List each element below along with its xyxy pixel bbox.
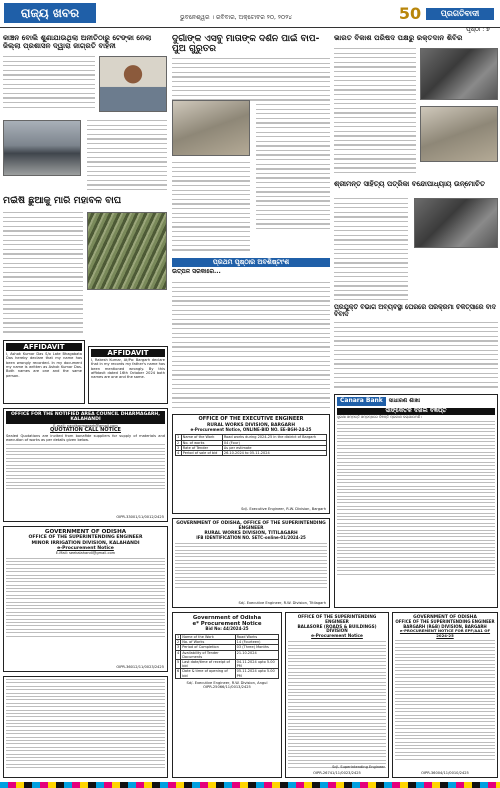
- balasore-ad: [285, 612, 389, 778]
- table-cell: No. of works: [181, 440, 222, 445]
- page-number: ପୃଷ୍ଠା : ୭: [466, 26, 490, 33]
- ad-reference: OIPR-26741/11/0023/2425: [313, 770, 361, 775]
- table-cell: 4: [176, 650, 181, 659]
- ad-reference: OIPR-33001/11/0012/2425: [116, 514, 164, 519]
- ad-reference: OIPR-36012/11/0023/2425: [116, 664, 164, 669]
- story-continuation: [172, 258, 330, 352]
- ad-email: E-mail: nacdharmagarh@gmail.com: [53, 423, 118, 428]
- ad-subtitle: RURAL WORKS DIVISION, BARGARH: [207, 422, 295, 428]
- table-cell: 04.11.2024 upto 5.00 PM: [235, 660, 278, 669]
- table-row: [176, 451, 327, 456]
- ad-signature: Sd/- Superintending Engineer: [332, 764, 385, 769]
- story-headline: ଶ୍ରୀମନ୍ତ ସାହିତ୍ୟ ପତ୍ରିକା ବନ୍ଦୋପାଧ୍ୟାୟ ଉନ୍ମୋଚିତ: [334, 180, 485, 188]
- table-cell: 03 (Three) Months: [235, 645, 278, 650]
- affidavit-title: AFFIDAVIT: [91, 349, 165, 357]
- story-text-block: [172, 282, 330, 352]
- ad-subtitle: OFFICE OF THE SUPERINTENDING ENGINEER: [395, 619, 495, 625]
- table-cell: Last date/time of receipt of bid: [181, 660, 235, 669]
- table-cell: Period of Completion: [181, 645, 235, 650]
- section-title: ରାଜ୍ୟ ଖବର: [4, 3, 96, 23]
- table-cell: 6: [176, 669, 181, 678]
- ad-subtitle: e* Procurement Notice: [192, 621, 262, 628]
- story-text-block: [3, 212, 83, 336]
- table-cell: Date & time of opening of bid: [181, 669, 235, 678]
- story-sahitya: [334, 180, 498, 300]
- tender-notice-ad: [3, 676, 168, 778]
- ad-text-block: [6, 444, 165, 489]
- story-headline: ପ୍ରଯୁକ୍ତି ବିଭାଗ ଅବ୍ୟବସ୍ଥା ଘେରରେ ପରିକ୍ରମା ଚିକିତ୍ସାରେ ବାଦ ବିବାଦ: [334, 304, 496, 319]
- table-cell: Name of the Work: [181, 435, 222, 440]
- anniversary-logo: 50: [398, 4, 422, 23]
- brand-name: ପ୍ରଗତିବାଦୀ: [426, 8, 494, 20]
- idol-photo: [172, 100, 250, 156]
- story-headline: ମଇଁଷି ଛୁଆକୁ ମାରି ମହାବଳ ବାଘ: [3, 196, 122, 206]
- ad-text-block: [175, 543, 327, 588]
- ad-subtitle: IFB IDENTIFICATION NO. SETC-online-01/2024-25: [196, 535, 306, 541]
- table-cell: 5: [176, 660, 181, 669]
- car-photo: [3, 120, 81, 176]
- table-cell: 21.10.2024: [235, 650, 278, 659]
- table-cell: Availability of Tender Documents: [181, 650, 235, 659]
- affidavit-ad-1: [3, 340, 85, 404]
- story-text-block: [172, 356, 330, 412]
- table-cell: 3: [177, 445, 180, 450]
- story-text-block: [172, 162, 250, 254]
- story-text-block: [334, 322, 498, 390]
- color-registration-strip: [0, 782, 500, 788]
- table-row: [176, 660, 279, 669]
- table-cell: 05.11.2024 upto 5.00 PM: [235, 669, 278, 678]
- affidavit-title: AFFIDAVIT: [6, 343, 82, 351]
- table-cell: 1: [177, 635, 180, 639]
- bank-branch: ସାଧାରଣ ଶାଖା: [388, 398, 421, 405]
- ad-signature: Sd/- Executive Engineer, R.W. Division, Titilagarh: [238, 600, 326, 605]
- ad-subtitle: BARGARH (R&B) DIVISION, BARGARH: [403, 623, 487, 629]
- continuation-banner: ପ୍ରଥମ ପୃଷ୍ଠାର ଅବଶିଷ୍ଟାଂଶ: [172, 258, 330, 267]
- ad-text: Sealed Quotations are invited from bonafide suppliers for supply of materials and execution of works as per details given below.: [6, 433, 165, 442]
- ad-title: OFFICE OF THE EXECUTIVE ENGINEER: [198, 416, 304, 422]
- ad-subtitle: e-Procurement Notice: [57, 545, 114, 551]
- story-text-block: [256, 58, 330, 233]
- ad-title: OFFICE OF THE SUPERINTENDING ENGINEER: [297, 614, 377, 624]
- forest-photo: [87, 212, 167, 290]
- story-medical: [334, 304, 498, 390]
- blood-donation-photo-2: [420, 106, 498, 162]
- ad-subtitle: e-Procurement Notice: [311, 633, 363, 639]
- ad-text-block: [6, 558, 165, 637]
- table-cell: 4: [177, 451, 180, 456]
- ad-email: E-Mail: seekalahandi@gmail.com: [55, 551, 116, 556]
- ad-title: GOVERNMENT OF ODISHA, OFFICE OF THE SUPERINTENDING ENGINEER: [176, 521, 326, 532]
- ad-title: Government of Odisha: [192, 615, 262, 621]
- bid-number: Bid No: 44/2024-25: [205, 626, 249, 632]
- story-durga: [172, 34, 330, 254]
- ad-reference: OIPR-36004/11/0010/2425: [421, 770, 469, 775]
- table-cell: 2: [177, 640, 180, 645]
- story-headline: ଭାରତ ବିକାଶ ପରିଷଦ ପକ୍ଷରୁ ରକ୍ତଦାନ ଶିବିର: [334, 34, 463, 42]
- ad-subtitle: RURAL WORKS DIVISION, TITILAGARH: [204, 531, 298, 537]
- affidavit-text: I, Rakesh Kumar, At/Po: Bargarh declare that in my records my father's name has been mentioned wrongly. By this affidavit dated 16th October 2024 both names are one and the same.: [91, 358, 165, 380]
- titilagarh-ad: [172, 518, 330, 608]
- blood-donation-photo: [420, 48, 498, 100]
- notice-text-block: [337, 421, 495, 575]
- bank-header: [337, 397, 495, 406]
- affidavit-ad-2: [88, 346, 168, 404]
- ad-text-block: [6, 679, 165, 768]
- eprocurement-angul-ad: [172, 612, 282, 778]
- continuation-subhead: ଉତ୍ପଳ ସରକାରେ...: [172, 268, 221, 276]
- canara-bank-ad: [334, 394, 498, 608]
- table-row: [176, 435, 327, 440]
- table-cell: Road Works: [235, 635, 278, 640]
- table-cell: As per estimate: [222, 445, 326, 450]
- tender-table: [175, 634, 279, 679]
- ad-subtitle: e-Procurement Notice, ONLINE-BID NO. EE-BGH-24-25: [190, 426, 312, 432]
- story-text-block: [3, 56, 95, 111]
- ad-subtitle: QUOTATION CALL NOTICE: [50, 426, 121, 433]
- table-cell: 04 (Four): [222, 440, 326, 445]
- bargarh-rw-ad: [172, 414, 330, 514]
- story-headline: ଦୁର୍ଗାଙ୍କ ଏସବୁ ମାତାଙ୍କ ଦର୍ଶନ ପାଇଁ ବାପ-ପୁଅ ଗୁରୁତର: [172, 34, 320, 55]
- masthead: [0, 0, 500, 28]
- tender-table: [175, 434, 327, 456]
- table-cell: 3: [177, 645, 180, 650]
- table-cell: No. of Works: [181, 640, 235, 645]
- ad-subtitle: OFFICE OF THE SUPERINTENDING ENGINEER: [28, 535, 143, 541]
- table-cell: Road works during 2024-25 in the district of Bargarh: [222, 435, 326, 440]
- table-cell: Name of the Work: [181, 635, 235, 640]
- story-tiger: [3, 196, 167, 336]
- story-text-block: [334, 48, 416, 174]
- bank-name: Canara Bank: [337, 397, 386, 406]
- table-cell: Period of sale of bid: [181, 451, 222, 456]
- ad-signature: Sd/- Executive Engineer, R.W. Division, Bargarh: [241, 506, 326, 511]
- story-text-block: [172, 58, 258, 104]
- bargarh-superintending-ad: [392, 612, 498, 778]
- ad-reference: OIPR-25066/11/0013/2425: [203, 685, 251, 690]
- notice-title: ସାଙ୍କେତିକ ଦଖଲ ବିଜ୍ଞପ୍ତି: [337, 408, 495, 415]
- quotation-notice-ad: [3, 408, 168, 522]
- ad-title: GOVERNMENT OF ODISHA: [44, 529, 127, 535]
- table-row: [176, 669, 279, 678]
- story-text-block: [87, 120, 167, 192]
- table-cell: 1: [177, 435, 180, 440]
- ad-title: GOVERNMENT OF ODISHA: [413, 615, 477, 620]
- notice-text: ସୁରକ୍ଷା ସମ୍ପତ୍ତି ସମ୍ବନ୍ଧରେ ବିଜ୍ଞପ୍ତି ପ୍ରକାଶ କରାଯାଉଅଛି।: [337, 414, 422, 419]
- table-cell: 26.10.2024 to 05.11.2024: [222, 451, 326, 456]
- ad-signature: Sd/- Executive Engineer, R.W. Division, Angul: [186, 680, 268, 685]
- minor-irrigation-ad: [3, 526, 168, 672]
- ad-subtitle: e-PROCUREMENT NOTICE FOR EPF/AA1 OF 2024-25: [399, 628, 491, 638]
- table-cell: 14 (Fourteen): [235, 640, 278, 645]
- table-cell: 2: [177, 440, 180, 445]
- ad-text-block: [288, 641, 386, 767]
- affidavit-text: I, Ashok Kumar Das S/o Late Bhagabata Das hereby declare that my name has been wrongly recorded. In my document my name is written as Ashok Kumar Das. Both names are one and the same person.: [6, 352, 82, 378]
- edition-date: ଭୁବନେଶ୍ୱର । ରବିବାର, ଅକ୍ଟୋବର ୨୦, ୨୦୨୪: [180, 14, 293, 21]
- table-cell: Rate of Tender: [181, 445, 222, 450]
- table-row: [176, 650, 279, 659]
- story-blood-donation: [334, 34, 498, 174]
- story-headline: କାଞ୍ଚନ ବୋଲି ଶୁଣାଯାଉଥିଲା ଅନୀତିଠାରୁ ଟେଙ୍କା ନେଲା ଜିଲ୍ଲା ପ୍ରଶାସନ ଦ୍ୱାରା ଜାଗ୍ରତି ବାହିନୀ: [3, 34, 152, 51]
- ad-title: OFFICE FOR THE NOTIFIED AREA COUNCIL DHARMAGARH, KALAHANDI: [6, 411, 165, 424]
- story-text-block: [334, 198, 408, 300]
- story-jagruti: [3, 34, 167, 192]
- story-photo: [99, 56, 167, 112]
- ad-subtitle: BALASORE (ROADS & BUILDINGS) DIVISION: [297, 623, 377, 634]
- ad-subtitle: MINOR IRRIGATION DIVISION, KALAHANDI: [31, 540, 140, 546]
- release-photo: [414, 198, 498, 248]
- ad-text-block: [395, 640, 495, 760]
